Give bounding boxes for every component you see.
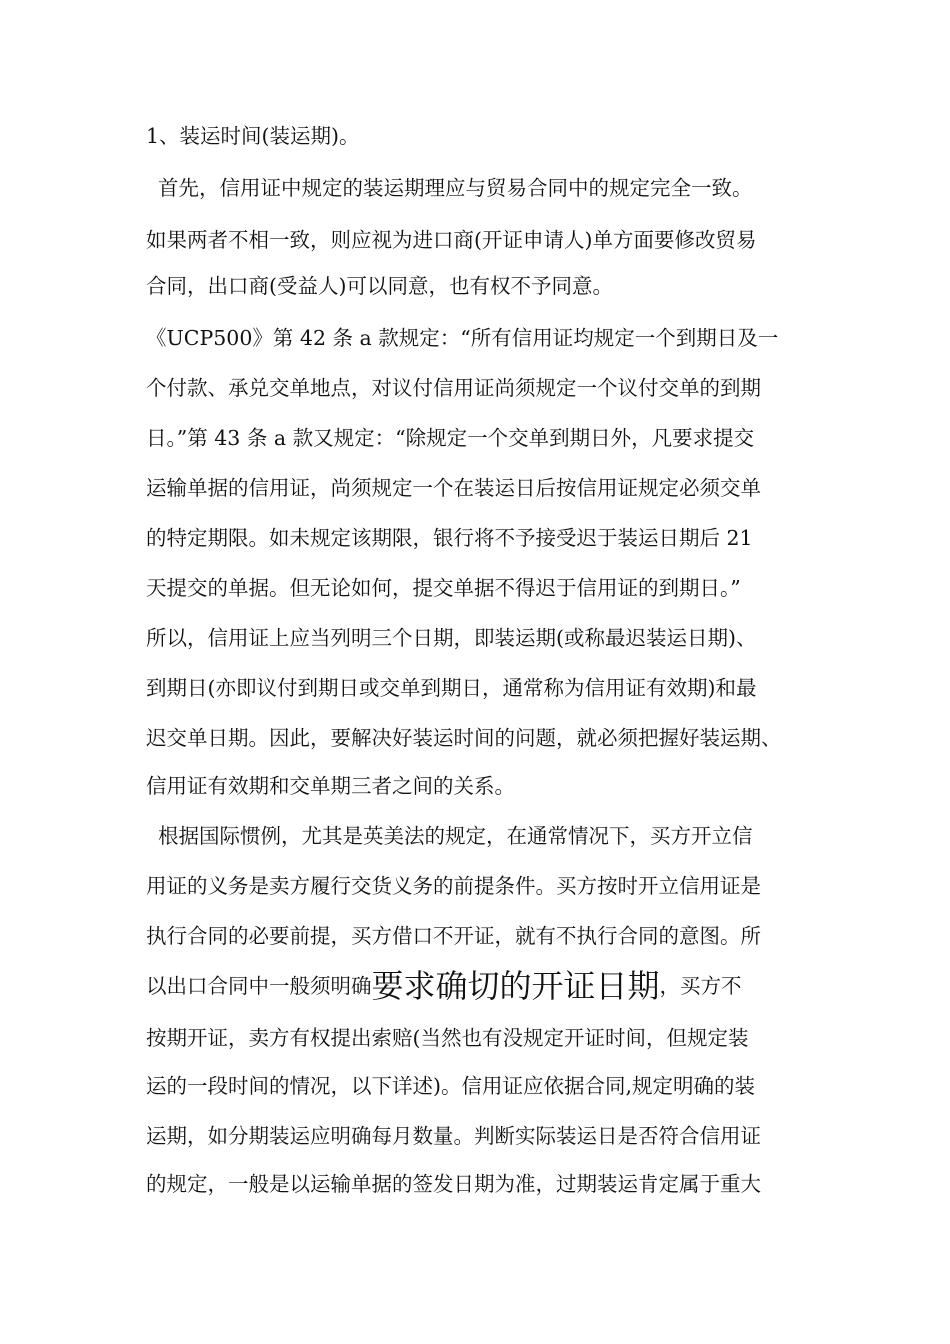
paragraph-line: 所以，信用证上应当列明三个日期，即装运期(或称最迟装运日期)、 <box>146 626 757 650</box>
emphasized-phrase: 要求确切的开证日期 <box>371 967 660 1005</box>
paragraph-line: 天提交的单据。但无论如何，提交单据不得迟于信用证的到期日。” <box>146 576 741 600</box>
paragraph-line: 用证的义务是卖方履行交货义务的前提条件。买方按时开立信用证是 <box>146 874 761 898</box>
paragraph-line: 信用证有效期和交单期三者之间的关系。 <box>146 774 515 798</box>
paragraph-line: 运的一段时间的情况，以下详述)。信用证应依据合同,规定明确的装 <box>146 1074 756 1098</box>
paragraph-line: 运输单据的信用证，尚须规定一个在装运日后按信用证规定必须交单 <box>146 476 761 500</box>
paragraph-line: 《UCP500》第 42 条 a 款规定：“所有信用证均规定一个到期日及一 <box>146 326 779 350</box>
section-heading: 1、装运时间(装运期)。 <box>146 124 360 148</box>
paragraph-line: 执行合同的必要前提，买方借口不开证，就有不执行合同的意图。所 <box>146 924 761 948</box>
paragraph-line: 运期，如分期装运应明确每月数量。判断实际装运日是否符合信用证 <box>146 1124 761 1148</box>
mixed-size-line <box>146 968 742 1004</box>
paragraph-line: 日。”第 43 条 a 款又规定：“除规定一个交单到期日外，凡要求提交 <box>146 426 755 450</box>
paragraph-line: 到期日(亦即议付到期日或交单到期日，通常称为信用证有效期)和最 <box>146 676 757 700</box>
mixed-line-before: 以出口合同中一般须明确 <box>146 974 372 998</box>
paragraph-line: 合同，出口商(受益人)可以同意，也有权不予同意。 <box>146 274 613 298</box>
paragraph-line: 如果两者不相一致，则应视为进口商(开证申请人)单方面要修改贸易 <box>146 228 757 252</box>
paragraph-line: 个付款、承兑交单地点，对议付信用证尚须规定一个议付交单的到期 <box>146 376 761 400</box>
paragraph-line: 按期开证，卖方有权提出索赔(当然也有没规定开证时间，但规定装 <box>146 1026 749 1050</box>
paragraph-line: 首先，信用证中规定的装运期理应与贸易合同中的规定完全一致。 <box>158 176 753 200</box>
paragraph-line: 迟交单日期。因此，要解决好装运时间的问题，就必须把握好装运期、 <box>146 726 782 750</box>
paragraph-line: 的特定期限。如未规定该期限，银行将不予接受迟于装运日期后 21 <box>146 526 753 550</box>
paragraph-line: 根据国际惯例，尤其是英美法的规定，在通常情况下，买方开立信 <box>158 824 753 848</box>
paragraph-line: 的规定，一般是以运输单据的签发日期为准，过期装运肯定属于重大 <box>146 1172 761 1196</box>
mixed-line-after: ，买方不 <box>659 974 742 998</box>
